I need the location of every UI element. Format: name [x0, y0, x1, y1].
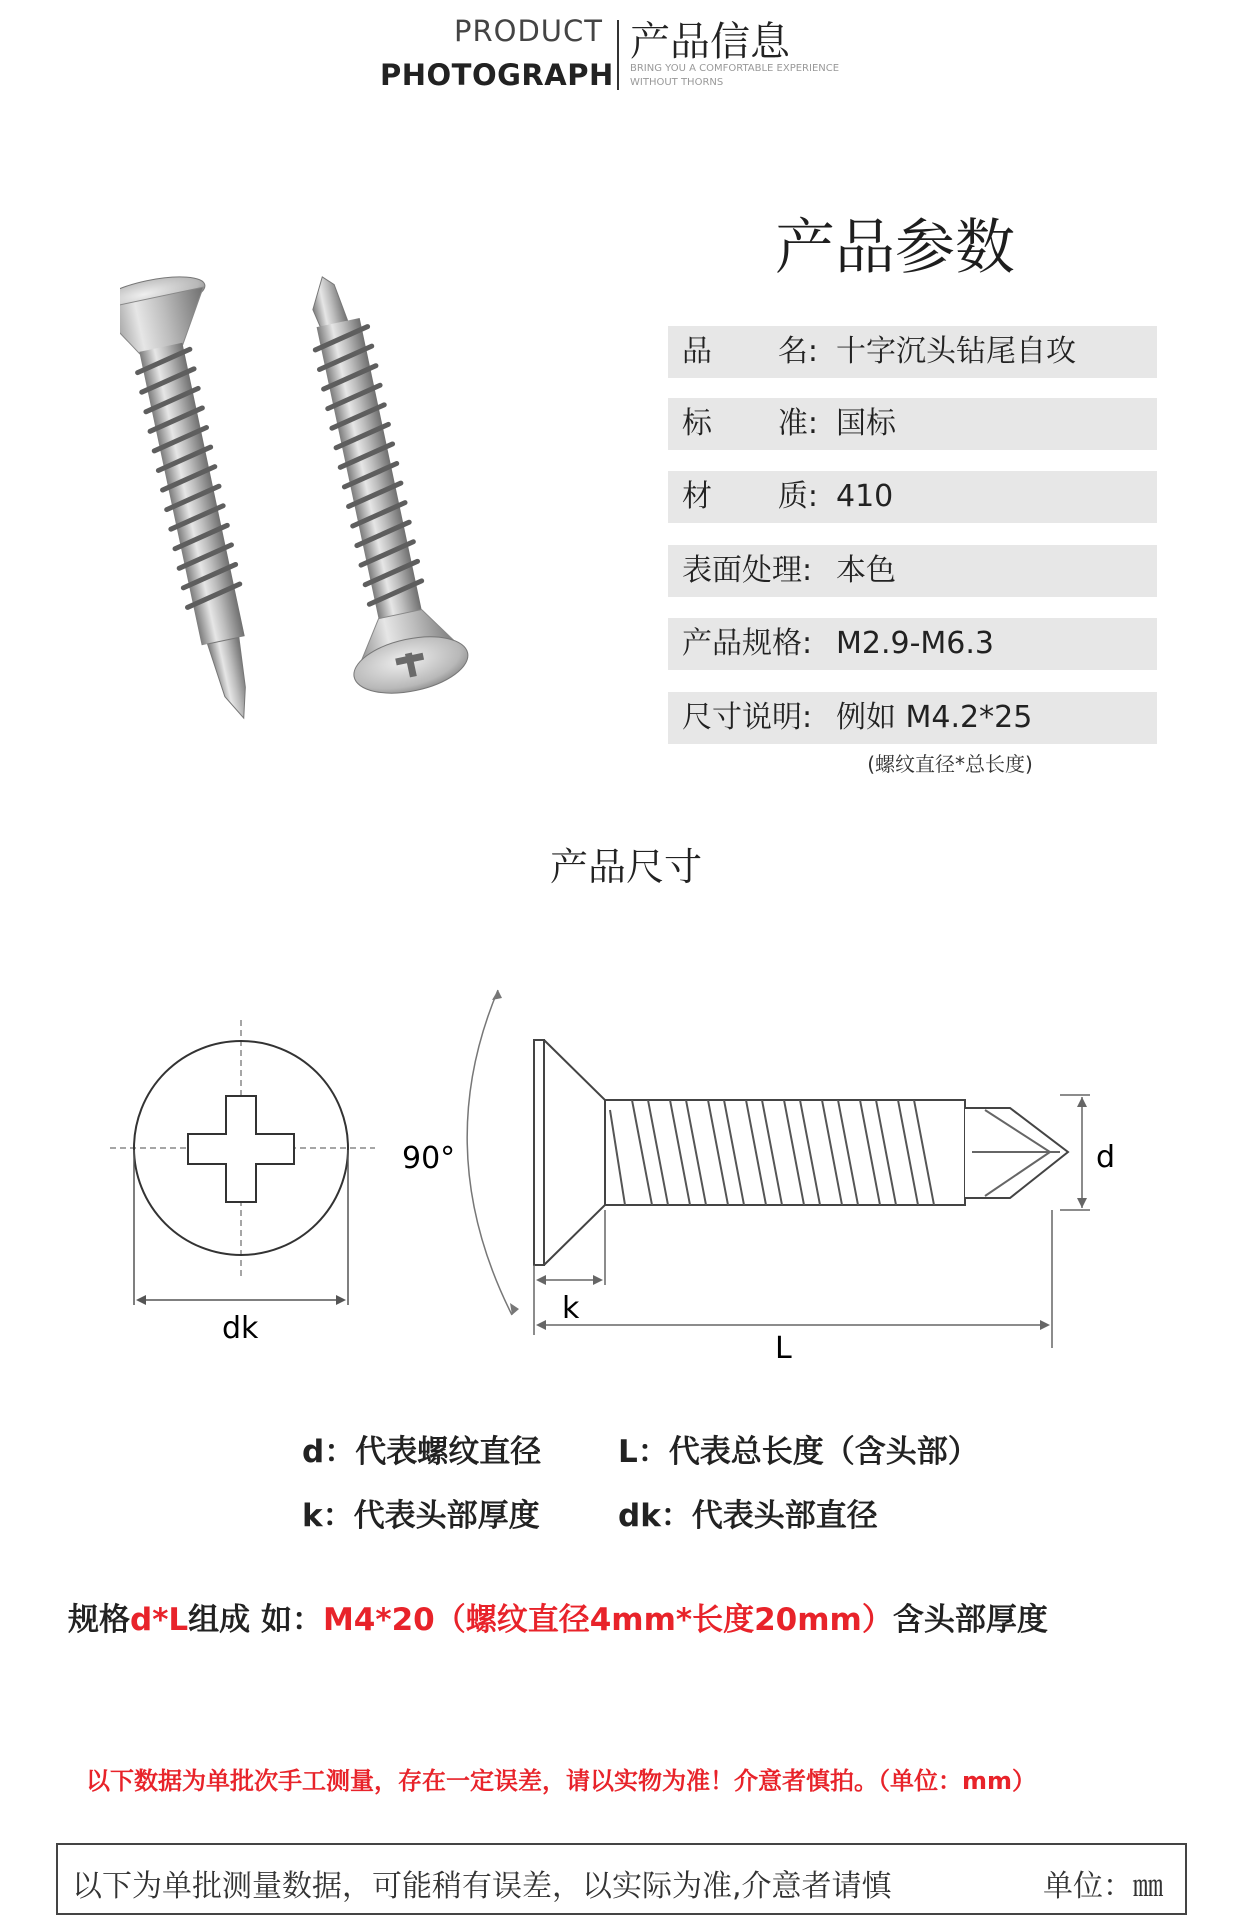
param-row-size	[668, 692, 1157, 744]
param-label-part: 名:	[777, 334, 818, 369]
header-divider	[617, 20, 619, 90]
param-row-name	[668, 326, 1157, 378]
header-subtitle-line1: BRING YOU A COMFORTABLE EXPERIENCE	[630, 63, 840, 74]
param-value: 410	[836, 479, 894, 514]
param-label	[682, 545, 818, 597]
spec-example-line	[68, 1594, 1048, 1639]
param-label	[682, 471, 818, 523]
param-value: 国标	[836, 406, 896, 441]
measurement-unit: 单位：㎜	[1043, 1869, 1163, 1904]
param-label-part: 标	[682, 406, 712, 441]
screw-photo-right	[271, 270, 473, 702]
param-value: 本色	[836, 553, 896, 588]
param-value: M2.9-M6.3	[836, 626, 995, 661]
dimension-diagram	[0, 960, 1240, 1360]
param-label-part: 品	[682, 334, 712, 369]
dimensions-title: 产品尺寸	[550, 845, 703, 889]
screw-photo-left	[120, 270, 295, 731]
param-label-part: 质:	[777, 479, 818, 514]
param-row-material	[668, 471, 1157, 523]
param-row-surface	[668, 545, 1157, 597]
param-label-part: 材	[682, 479, 712, 514]
dk-label: dk	[222, 1311, 259, 1346]
angle-arc	[467, 990, 512, 1315]
param-label-part: 产品规格:	[682, 626, 813, 661]
param-label	[682, 398, 818, 450]
header-subtitle-line2: WITHOUT THORNS	[630, 77, 724, 88]
measurement-note-box	[56, 1843, 1187, 1915]
param-label	[682, 618, 818, 670]
header-photograph-text: PHOTOGRAPH	[380, 58, 614, 92]
param-row-standard	[668, 398, 1157, 450]
legend-L: L：代表总长度（含头部）	[618, 1434, 979, 1470]
header-product-text: PRODUCT	[454, 14, 603, 48]
legend-d: d：代表螺纹直径	[302, 1434, 542, 1470]
L-label: L	[775, 1331, 792, 1360]
head-top-view	[110, 1020, 375, 1305]
header-title-cn: 产品信息	[630, 19, 790, 65]
spec-part-highlight: d*L	[130, 1602, 189, 1638]
param-value: 十字沉头钻尾自攻	[836, 334, 1076, 369]
param-row-spec	[668, 618, 1157, 670]
spec-example-highlight: M4*20（螺纹直径4mm*长度20mm）	[322, 1602, 893, 1638]
screw-side-view	[534, 1040, 1068, 1265]
product-photo	[120, 270, 560, 740]
header-subtitle	[630, 62, 839, 90]
param-value: 例如 M4.2*25	[836, 700, 1033, 735]
measurement-warning: 以下数据为单批次手工测量，存在一定误差，请以实物为准！介意者慎拍。（单位：mm）	[86, 1767, 1037, 1795]
d-label: d	[1096, 1140, 1116, 1175]
measurement-note-text: 以下为单批测量数据，可能稍有误差，以实际为准,介意者请慎	[72, 1869, 892, 1904]
param-label-part: 尺寸说明:	[682, 700, 813, 735]
angle-label: 90°	[402, 1141, 456, 1176]
k-label: k	[562, 1291, 580, 1326]
param-label-part: 表面处理:	[682, 553, 813, 588]
legend-dk: dk：代表头部直径	[618, 1498, 878, 1534]
param-label	[682, 692, 818, 744]
spec-part: 规格	[68, 1602, 130, 1638]
legend-k: k：代表头部厚度	[302, 1498, 540, 1534]
spec-part: 组成 如：	[188, 1602, 323, 1638]
param-label	[682, 326, 818, 378]
param-size-note: (螺纹直径*总长度)	[867, 752, 1033, 776]
params-title: 产品参数	[775, 213, 1015, 283]
spec-part: 含头部厚度	[892, 1602, 1048, 1638]
param-label-part: 准:	[777, 406, 818, 441]
